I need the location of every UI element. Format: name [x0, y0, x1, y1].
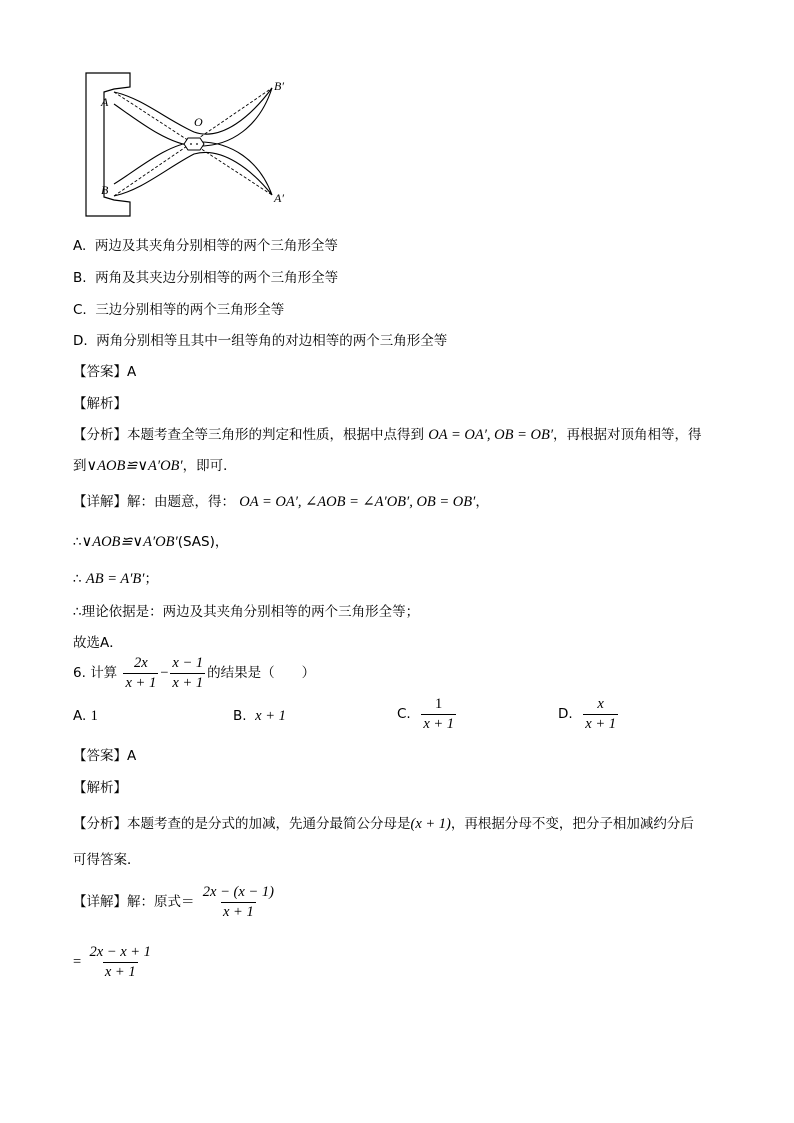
- q5-answer: 【答案】A: [73, 364, 137, 380]
- q6-xiangjie: 【详解】解：原式＝ $\frac{2x - (x - 1)}{x + 1}$: [73, 884, 274, 920]
- q6-answer: 【答案】A: [73, 748, 137, 764]
- label-b: B: [101, 183, 109, 197]
- arm-a-to-bprime: [114, 88, 272, 146]
- q5-option-a: A. 两边及其夹角分别相等的两个三角形全等: [73, 238, 338, 254]
- q6-fenxi-line2: 可得答案．: [73, 852, 141, 868]
- pivot-bolt: [184, 138, 204, 150]
- q5-xiangjie: 【详解】解：由题意，得： OA = OA′, ∠AOB = ∠A′OB′, OB = OB′，: [73, 494, 489, 510]
- q6-step: = $\frac{2x - x + 1}{x + 1}$: [73, 944, 151, 980]
- q5-option-b: B. 两角及其夹边分别相等的两个三角形全等: [73, 270, 339, 286]
- q6-frac2: $\frac{x - 1}{x + 1}$: [172, 655, 204, 691]
- q5-option-c: C. 三边分别相等的两个三角形全等: [73, 302, 285, 318]
- label-o: O: [194, 115, 203, 129]
- q5-step2: ∴ AB = A′B′；: [73, 571, 158, 587]
- q5-fenxi-line1: 【分析】本题考查全等三角形的判定和性质，根据中点得到 OA = OA′, OB = OB′，再根据对顶角相等，得: [73, 427, 702, 443]
- q5-option-d: D. 两角分别相等且其中一组等角的对边相等的两个三角形全等: [73, 333, 448, 349]
- q5-analysis-tag: 【解析】: [73, 396, 127, 412]
- label-bprime: B′: [274, 79, 284, 93]
- q6-option-a: A. 1: [73, 708, 98, 724]
- scissors-figure: [82, 70, 302, 220]
- q6-analysis-tag: 【解析】: [73, 780, 127, 796]
- q6-frac1: $\frac{2x}{x + 1}$: [125, 655, 157, 691]
- q5-step4: 故选A．: [73, 635, 123, 651]
- q5-step3: ∴理论依据是：两边及其夹角分别相等的两个三角形全等；: [73, 604, 420, 620]
- label-aprime: A′: [274, 191, 284, 205]
- q6-option-d: D. $\frac{x}{x + 1}$: [558, 696, 617, 732]
- q6-option-b: B. x + 1: [233, 708, 286, 724]
- q6-fenxi-line1: 【分析】本题考查的是分式的加减，先通分最简公分母是(x + 1)，再根据分母不变，把分子相加减约分后: [73, 816, 694, 832]
- q5-step1: ∴∨AOB≌∨A′OB′(SAS)，: [73, 534, 229, 550]
- label-a: A: [101, 95, 109, 109]
- q6-option-c: C. $\frac{1}{x + 1}$: [397, 696, 455, 732]
- q6-stem: 6. 计算 $\frac{2x}{x + 1}$ − $\frac{x - 1}{x + 1}$ 的结果是（ ）: [73, 655, 316, 691]
- q5-fenxi-line2: 到∨AOB≌∨A′OB′，即可．: [73, 458, 237, 474]
